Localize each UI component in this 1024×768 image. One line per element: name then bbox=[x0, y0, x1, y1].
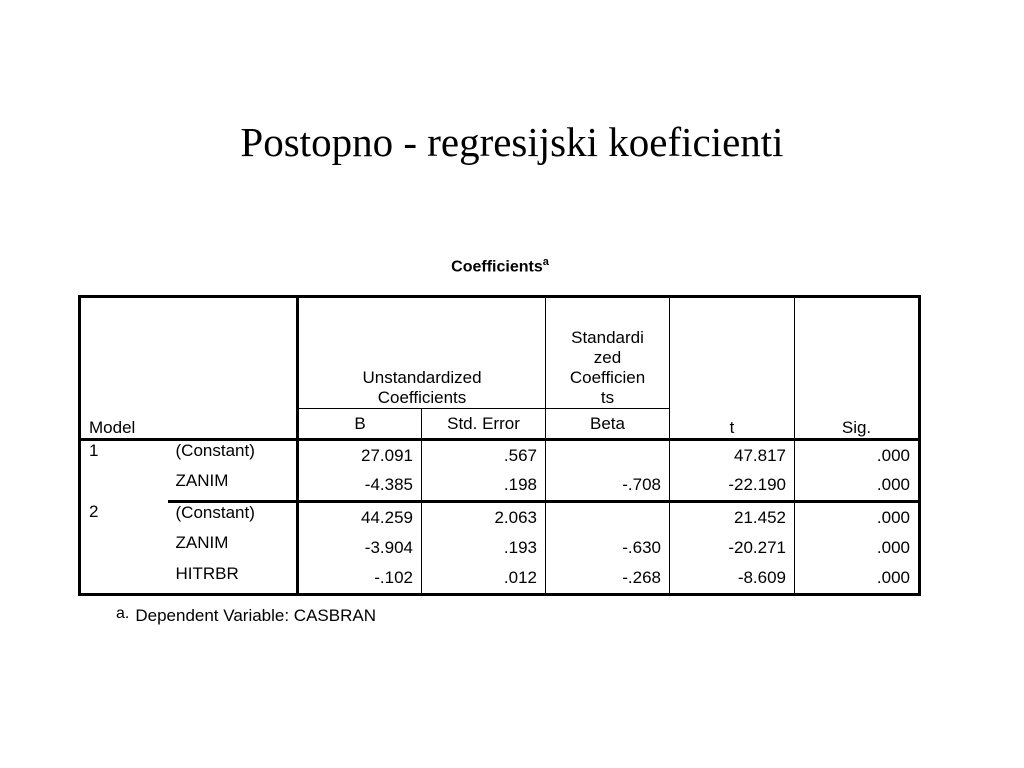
header-model: Model bbox=[80, 297, 298, 440]
row-b: -4.385 bbox=[298, 471, 422, 502]
slide-title: Postopno - regresijski koeficienti bbox=[240, 119, 784, 165]
row-variable: (Constant) bbox=[175, 503, 255, 522]
header-standardized-line-3: Coefficien bbox=[569, 368, 646, 387]
row-std-error: .193 bbox=[422, 533, 546, 564]
row-variable: ZANIM bbox=[168, 471, 298, 502]
row-b: -3.904 bbox=[298, 533, 422, 564]
row-beta: -.708 bbox=[546, 471, 670, 502]
header-beta: Beta bbox=[546, 409, 670, 440]
footnote-mark: a. bbox=[116, 605, 130, 622]
row-std-error: .198 bbox=[422, 471, 546, 502]
header-unstandardized-line-1: Unstandardized bbox=[362, 368, 482, 387]
row-t: -20.271 bbox=[670, 533, 795, 564]
row-variable: HITRBR bbox=[175, 563, 239, 583]
row-sig: .000 bbox=[795, 564, 920, 595]
footnote-text: Dependent Variable: CASBRAN bbox=[135, 606, 376, 625]
row-beta: -.268 bbox=[546, 564, 670, 595]
table-caption bbox=[0, 256, 1000, 276]
coefficients-table bbox=[78, 295, 921, 596]
row-variable: (Constant) bbox=[175, 441, 255, 460]
row-sig: .000 bbox=[795, 471, 920, 502]
row-b: 44.259 bbox=[298, 502, 422, 533]
row-sig: .000 bbox=[795, 440, 920, 471]
row-beta: -.630 bbox=[546, 533, 670, 564]
header-std-error: Std. Error bbox=[422, 409, 546, 440]
header-t: t bbox=[670, 297, 795, 440]
header-b: B bbox=[298, 409, 422, 440]
row-beta bbox=[546, 440, 670, 471]
table-row bbox=[80, 533, 920, 564]
row-t: 47.817 bbox=[670, 440, 795, 471]
row-sig: .000 bbox=[795, 533, 920, 564]
table-row bbox=[80, 471, 920, 502]
row-model: 2 bbox=[89, 501, 99, 521]
row-t: 21.452 bbox=[670, 502, 795, 533]
table-row bbox=[80, 440, 920, 471]
row-b: -.102 bbox=[298, 564, 422, 595]
row-std-error: .567 bbox=[422, 440, 546, 471]
row-t: -8.609 bbox=[670, 564, 795, 595]
caption-text: Coefficients bbox=[451, 258, 543, 276]
header-unstandardized bbox=[298, 297, 546, 409]
table-row bbox=[80, 502, 920, 533]
header-sig: Sig. bbox=[795, 297, 920, 440]
header-standardized bbox=[546, 297, 670, 409]
row-beta bbox=[546, 502, 670, 533]
header-standardized-line-4: ts bbox=[600, 388, 615, 407]
header-standardized-line-2: zed bbox=[593, 348, 622, 367]
header-standardized-line-1: Standardi bbox=[571, 328, 644, 347]
caption-superscript: a bbox=[542, 256, 549, 268]
row-std-error: 2.063 bbox=[422, 502, 546, 533]
header-unstandardized-line-2: Coefficients bbox=[377, 388, 467, 407]
footnote bbox=[116, 606, 376, 626]
row-model: 1 bbox=[89, 441, 99, 460]
row-std-error: .012 bbox=[422, 564, 546, 595]
row-t: -22.190 bbox=[670, 471, 795, 502]
row-variable: ZANIM bbox=[175, 532, 229, 552]
row-sig: .000 bbox=[795, 502, 920, 533]
table-row bbox=[80, 564, 920, 595]
row-b: 27.091 bbox=[298, 440, 422, 471]
